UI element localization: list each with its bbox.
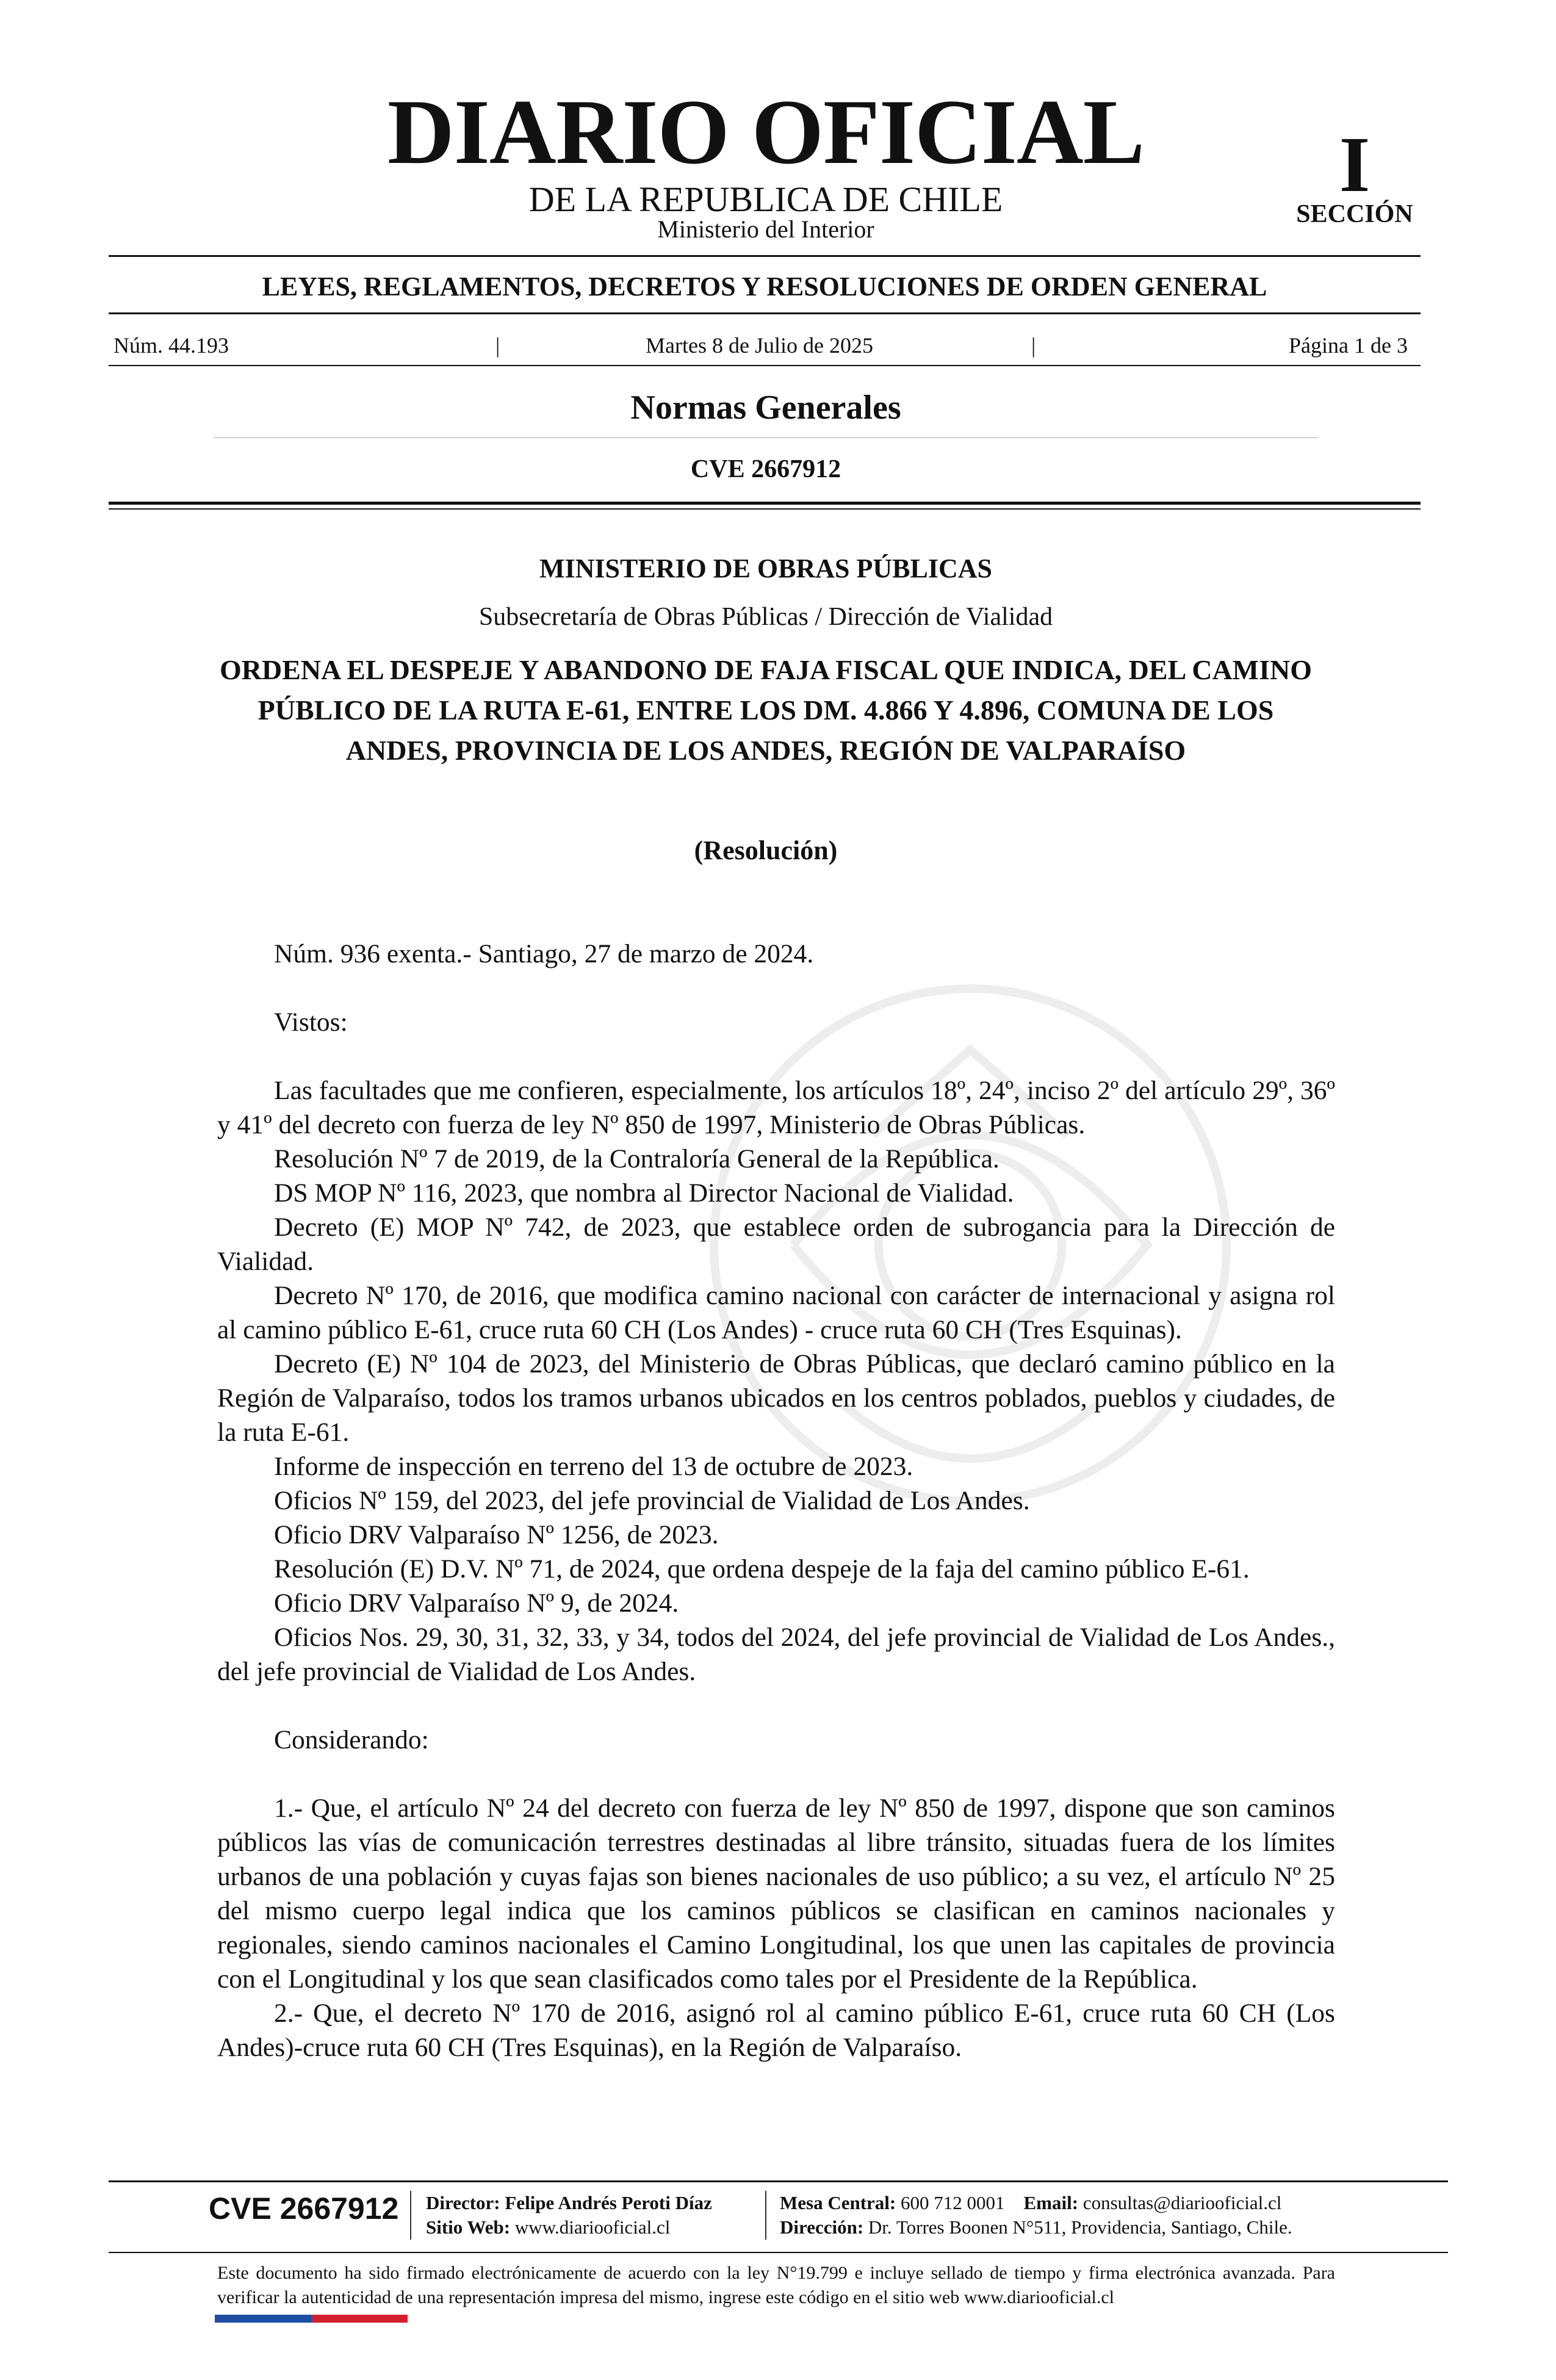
web-label: Sitio Web: (426, 2216, 511, 2238)
vistos-item: Decreto (E) Nº 104 de 2023, del Ministerio de Obras Públicas, que declaró camino público en la Región de Valparaíso, todos los tramos urbanos ubicados en los centros poblados, pueblos y ciudades, de la ruta E-61. (217, 1349, 1335, 1447)
footer-rule-lower (109, 2252, 1448, 2253)
resolution-number: Núm. 936 exenta.- Santiago, 27 de marzo de 2024. (274, 939, 814, 968)
vistos-item: Resolución (E) D.V. Nº 71, de 2024, que ordena despeje de la faja del camino público E-61. (274, 1554, 1250, 1584)
footer-director-block (426, 2191, 712, 2240)
vistos-item: Oficio DRV Valparaíso Nº 1256, de 2023. (274, 1520, 719, 1549)
footer-divider (765, 2191, 766, 2240)
header-rule-top (109, 255, 1421, 257)
meta-separator: | (495, 333, 500, 358)
section-label: SECCIÓN (1296, 200, 1413, 228)
subsecretaria: Subsecretaría de Obras Públicas / Dirección de Vialidad (478, 603, 1053, 631)
resolution-title: ORDENA EL DESPEJE Y ABANDONO DE FAJA FISCAL QUE INDICA, DEL CAMINO PÚBLICO DE LA RUTA E-61, ENTRE LOS DM. 4.866 Y 4.896, COMUNA DE LOS ANDES, PROVINCIA DE LOS ANDES, REGIÓN DE VALPARAÍSO (219, 654, 1312, 766)
footer-cve-code: CVE 2667912 (209, 2191, 399, 2226)
footer-rule (109, 2180, 1448, 2182)
ministry-heading: MINISTERIO DE OBRAS PÚBLICAS (539, 554, 993, 583)
vistos-item: Las facultades que me confieren, especialmente, los artículos 18º, 24º, inciso 2º del artículo 29º, 36º y 41º del decreto con fuerza de ley Nº 850 de 1997, Ministerio de Obras Públicas. (217, 1076, 1335, 1139)
masthead-subtitle: DE LA REPUBLICA DE CHILE (528, 179, 1003, 219)
double-rule-thick (109, 502, 1421, 505)
masthead-ministry: Ministerio del Interior (657, 215, 874, 243)
vistos-item: Informe de inspección en terreno del 13 de octubre de 2023. (274, 1452, 913, 1481)
meta-separator: | (1031, 333, 1036, 358)
email-link[interactable]: consultas@diariooficial.cl (1082, 2192, 1282, 2213)
vistos-item: Oficios Nº 159, del 2023, del jefe provincial de Vialidad de Los Andes. (274, 1486, 1030, 1515)
vistos-item: Decreto Nº 170, de 2016, que modifica camino nacional con carácter de internacional y asigna rol al camino público E-61, cruce ruta 60 CH (Los Andes) - cruce ruta 60 CH (Tres Esquinas). (217, 1281, 1335, 1344)
considerando-item: 2.- Que, el decreto Nº 170 de 2016, asignó rol al camino público E-61, cruce ruta 60 CH (Los Andes)-cruce ruta 60 CH (Tres Esquinas), en la Región de Valparaíso. (217, 1999, 1335, 2062)
mesa-phone: 600 712 0001 (901, 2192, 1005, 2213)
header-rule-middle (109, 312, 1421, 314)
vistos-item: Oficio DRV Valparaíso Nº 9, de 2024. (274, 1588, 679, 1618)
double-rule-thin (109, 508, 1421, 510)
section-number: I (1339, 121, 1371, 209)
vistos-item: Oficios Nos. 29, 30, 31, 32, 33, y 34, todos del 2024, del jefe provincial de Vialidad de Los Andes., del jefe provincial de Vialidad de Los Andes. (217, 1623, 1335, 1686)
vistos-label: Vistos: (274, 1008, 348, 1037)
vistos-item: Decreto (E) MOP Nº 742, de 2023, que establece orden de subrogancia para la Dirección de Vialidad. (217, 1213, 1335, 1276)
header-rule-bottom (109, 365, 1421, 366)
issue-number: Núm. 44.193 (113, 333, 229, 358)
flag-stripe-red (311, 2315, 408, 2323)
considerando-label: Considerando: (274, 1725, 429, 1754)
page-indicator: Página 1 de 3 (1289, 333, 1408, 358)
flag-stripe-blue (215, 2315, 311, 2323)
footer-legal-note: Este documento ha sido firmado electrónicamente de acuerdo con la ley N°19.799 e incluye sellado de tiempo y firma electrónica avanzada. Para verificar la autenticidad de una representación impresa del mismo, ingrese este código en el sitio web www.diariooficial.cl (217, 2263, 1335, 2307)
section-divider (214, 437, 1318, 438)
mesa-label: Mesa Central: (780, 2192, 896, 2213)
footer-divider (410, 2191, 411, 2240)
director-name: Felipe Andrés Peroti Díaz (505, 2192, 712, 2213)
vistos-item: Resolución Nº 7 de 2019, de la Contraloría General de la República. (274, 1144, 1000, 1174)
issue-date: Martes 8 de Julio de 2025 (646, 333, 873, 358)
document-type: (Resolución) (694, 835, 838, 865)
vistos-item: DS MOP Nº 116, 2023, que nombra al Director Nacional de Vialidad. (274, 1178, 1014, 1208)
address-label: Dirección: (780, 2216, 864, 2238)
section-heading: Normas Generales (630, 389, 901, 427)
masthead-title: DIARIO OFICIAL (387, 81, 1145, 183)
email-label: Email: (1023, 2192, 1079, 2213)
category-heading: LEYES, REGLAMENTOS, DECRETOS Y RESOLUCIONES DE ORDEN GENERAL (262, 272, 1267, 301)
footer-contact-block (780, 2191, 1292, 2240)
document-body (217, 937, 1335, 2064)
director-label: Director: (426, 2192, 500, 2213)
web-link[interactable]: www.diariooficial.cl (514, 2216, 671, 2238)
cve-code: CVE 2667912 (690, 455, 841, 483)
considerando-item: 1.- Que, el artículo Nº 24 del decreto con fuerza de ley Nº 850 de 1997, dispone que son caminos públicos las vías de comunicación terrestres destinadas al libre tránsito, situadas fuera de los límites urbanos de una población y cuyas fajas son bienes nacionales de uso público; a su vez, el artículo Nº 25 del mismo cuerpo legal indica que los caminos públicos se clasifican en caminos nacionales y regionales, siendo caminos nacionales el Camino Longitudinal, los que unen las capitales de provincia con el Longitudinal y los que sean clasificados como tales por el Presidente de la República. (217, 1794, 1335, 1994)
address-text: Dr. Torres Boonen N°511, Providencia, Santiago, Chile. (868, 2216, 1292, 2238)
